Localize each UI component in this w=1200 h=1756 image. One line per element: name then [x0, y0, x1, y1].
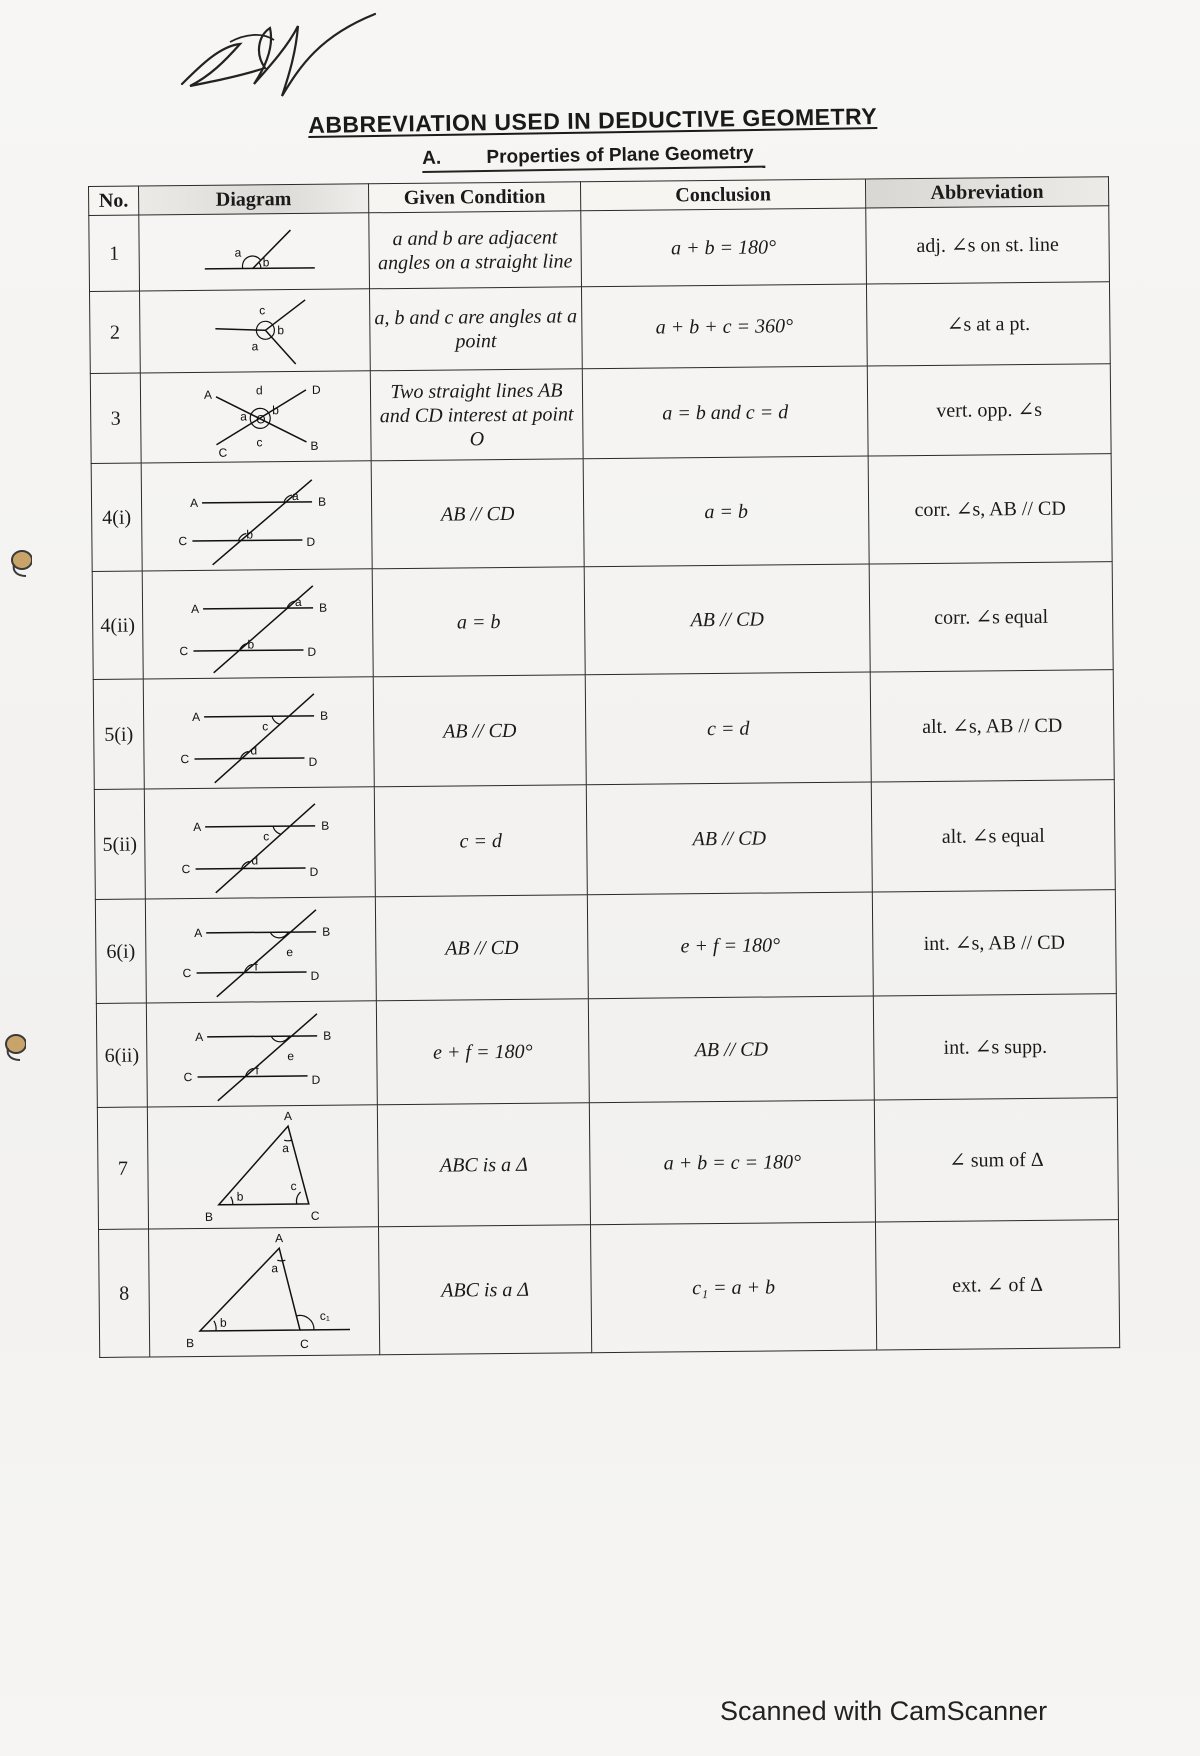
label-D: D	[309, 864, 318, 879]
label-A: A	[283, 1108, 292, 1123]
label-C: C	[182, 1069, 192, 1084]
page-heading: ABBREVIATION USED IN DEDUCTIVE GEOMETRY	[308, 103, 878, 138]
label-B: B	[318, 600, 327, 615]
section-heading	[422, 143, 766, 173]
conclusion: a + b = c = 180°	[589, 1100, 875, 1225]
abbreviation: adj. ∠s on st. line	[866, 206, 1110, 284]
label-A: A	[194, 1029, 203, 1044]
label-C: C	[310, 1208, 320, 1223]
label-D: D	[311, 382, 321, 397]
geometry-abbreviation-table	[88, 176, 1120, 1358]
abbreviation: alt. ∠s, AB // CD	[870, 670, 1114, 782]
table-row	[90, 364, 1111, 464]
header-conclusion: Conclusion	[580, 179, 865, 211]
table-row	[92, 562, 1113, 680]
row-number: 4(ii)	[92, 571, 143, 679]
diagram-adjacent-angles	[139, 213, 370, 291]
conclusion: a + b = 180°	[581, 208, 867, 287]
label-A: A	[191, 709, 200, 724]
label-a: a	[281, 1140, 289, 1155]
diagram-corresponding-angles-equal	[142, 569, 373, 679]
given-condition: c = d	[374, 785, 587, 897]
section-letter: A.	[422, 147, 442, 169]
abbreviation: vert. opp. ∠s	[867, 364, 1111, 456]
conclusion: AB // CD	[584, 564, 870, 675]
row-number: 5(ii)	[94, 789, 145, 899]
conclusion: AB // CD	[586, 782, 872, 895]
table-row	[99, 1220, 1120, 1358]
label-B: B	[204, 1209, 213, 1224]
label-f: f	[253, 958, 258, 973]
conclusion: AB // CD	[588, 996, 874, 1103]
row-number: 8	[99, 1229, 150, 1357]
label-a: a	[234, 245, 241, 260]
row-number: 1	[89, 215, 140, 291]
binder-hole-mark	[8, 546, 32, 580]
row-number: 7	[97, 1107, 148, 1229]
label-b: b	[271, 402, 279, 417]
label-c: c	[258, 302, 265, 317]
label-a: a	[239, 408, 247, 424]
given-condition: Two straight lines AB and CD interest at point O	[370, 369, 583, 461]
label-B: B	[319, 708, 328, 723]
label-b: b	[246, 636, 254, 651]
conclusion: a + b + c = 360°	[581, 284, 867, 369]
conclusion: a = b	[583, 456, 869, 567]
label-b: b	[262, 254, 269, 269]
label-A: A	[274, 1230, 283, 1245]
label-c: c	[261, 718, 268, 733]
table-row	[89, 206, 1110, 292]
given-condition: AB // CD	[373, 675, 586, 787]
table-row	[97, 1098, 1118, 1230]
label-a: a	[250, 338, 258, 353]
table-row	[95, 890, 1116, 1004]
given-condition: a and b are adjacent angles on a straight line	[369, 211, 582, 289]
label-D: D	[307, 754, 317, 769]
label-D: D	[310, 968, 319, 983]
given-condition: a, b and c are angles at a point	[369, 287, 582, 371]
given-condition: e + f = 180°	[376, 999, 589, 1105]
diagram-angles-at-point	[140, 289, 371, 373]
handwritten-signature	[170, 6, 380, 116]
label-a: a	[270, 1260, 278, 1275]
label-d: d	[249, 742, 257, 757]
row-number: 2	[90, 291, 141, 373]
label-C: C	[217, 445, 227, 460]
table-row	[96, 994, 1117, 1108]
scanner-watermark: Scanned with CamScanner	[720, 1696, 1048, 1726]
header-given-condition: Given Condition	[368, 182, 580, 213]
abbreviation: corr. ∠s, AB // CD	[868, 454, 1112, 564]
abbreviation: ext. ∠ of Δ	[875, 1220, 1119, 1350]
label-D: D	[305, 534, 315, 549]
label-C: C	[180, 861, 190, 876]
diagram-corresponding-angles	[141, 461, 372, 571]
label-b: b	[236, 1189, 243, 1204]
row-number: 5(i)	[93, 679, 144, 789]
label-c1: c₁	[319, 1308, 330, 1323]
label-D: D	[311, 1072, 320, 1087]
label-b: b	[245, 526, 253, 542]
given-condition: AB // CD	[371, 459, 584, 569]
label-b: b	[276, 322, 284, 337]
abbreviation: alt. ∠s equal	[871, 780, 1115, 892]
diagram-alternate-angles-equal	[144, 787, 375, 899]
conclusion: a = b and c = d	[582, 366, 868, 459]
table-row	[93, 670, 1114, 790]
conclusion: c = d	[585, 672, 871, 785]
given-condition: ABC is a Δ	[377, 1103, 590, 1227]
label-C: C	[178, 643, 188, 658]
abbreviation: corr. ∠s equal	[869, 562, 1113, 672]
label-O: O	[255, 411, 266, 426]
row-number: 6(ii)	[96, 1003, 147, 1107]
binder-hole-mark	[2, 1030, 26, 1064]
label-C: C	[179, 751, 189, 766]
label-B: B	[321, 924, 330, 939]
table-row	[94, 780, 1115, 900]
diagram-vertically-opposite-angles	[140, 371, 371, 463]
abbreviation: int. ∠s supp.	[873, 994, 1117, 1100]
given-condition: AB // CD	[375, 895, 588, 1001]
label-A: A	[203, 387, 212, 402]
label-e: e	[286, 1048, 294, 1063]
diagram-triangle-angle-sum	[147, 1105, 378, 1229]
label-d: d	[255, 382, 263, 397]
table-row	[91, 454, 1112, 572]
label-A: A	[189, 495, 198, 510]
row-number: 3	[90, 373, 141, 463]
header-abbreviation: Abbreviation	[865, 177, 1108, 208]
label-A: A	[190, 601, 199, 616]
label-e: e	[285, 944, 293, 959]
label-B: B	[320, 818, 329, 833]
label-f: f	[254, 1062, 259, 1077]
row-number: 4(i)	[91, 463, 142, 571]
label-B: B	[309, 438, 319, 453]
header-no: No.	[89, 186, 139, 215]
label-A: A	[192, 819, 201, 834]
label-B: B	[185, 1335, 194, 1350]
diagram-exterior-angle	[149, 1227, 380, 1357]
label-C: C	[177, 533, 187, 548]
geometry-table-wrapper	[88, 176, 1120, 1358]
label-c: c	[255, 434, 263, 449]
label-D: D	[306, 644, 316, 659]
label-b: b	[219, 1315, 227, 1330]
diagram-interior-angles	[145, 897, 376, 1003]
label-a: a	[291, 488, 299, 503]
label-C: C	[299, 1336, 309, 1351]
label-B: B	[317, 494, 326, 509]
given-condition: ABC is a Δ	[379, 1225, 592, 1355]
label-C: C	[181, 965, 191, 980]
diagram-alternate-angles	[143, 677, 374, 789]
table-row	[90, 282, 1111, 374]
label-c: c	[262, 828, 269, 843]
abbreviation: ∠s at a pt.	[866, 282, 1110, 366]
given-condition: a = b	[372, 567, 585, 677]
conclusion: e + f = 180°	[587, 892, 873, 999]
diagram-interior-angles-supplementary	[146, 1001, 377, 1107]
row-number: 6(i)	[95, 899, 146, 1003]
conclusion: c₁ = a + b	[590, 1222, 876, 1353]
label-a: a	[294, 594, 302, 609]
section-title: Properties of Plane Geometry	[486, 142, 754, 168]
label-d: d	[250, 852, 258, 867]
label-c: c	[290, 1178, 297, 1193]
label-A: A	[193, 925, 202, 940]
abbreviation: int. ∠s, AB // CD	[872, 890, 1116, 996]
header-diagram: Diagram	[139, 184, 369, 215]
label-B: B	[322, 1028, 331, 1043]
abbreviation: ∠ sum of Δ	[874, 1098, 1118, 1222]
